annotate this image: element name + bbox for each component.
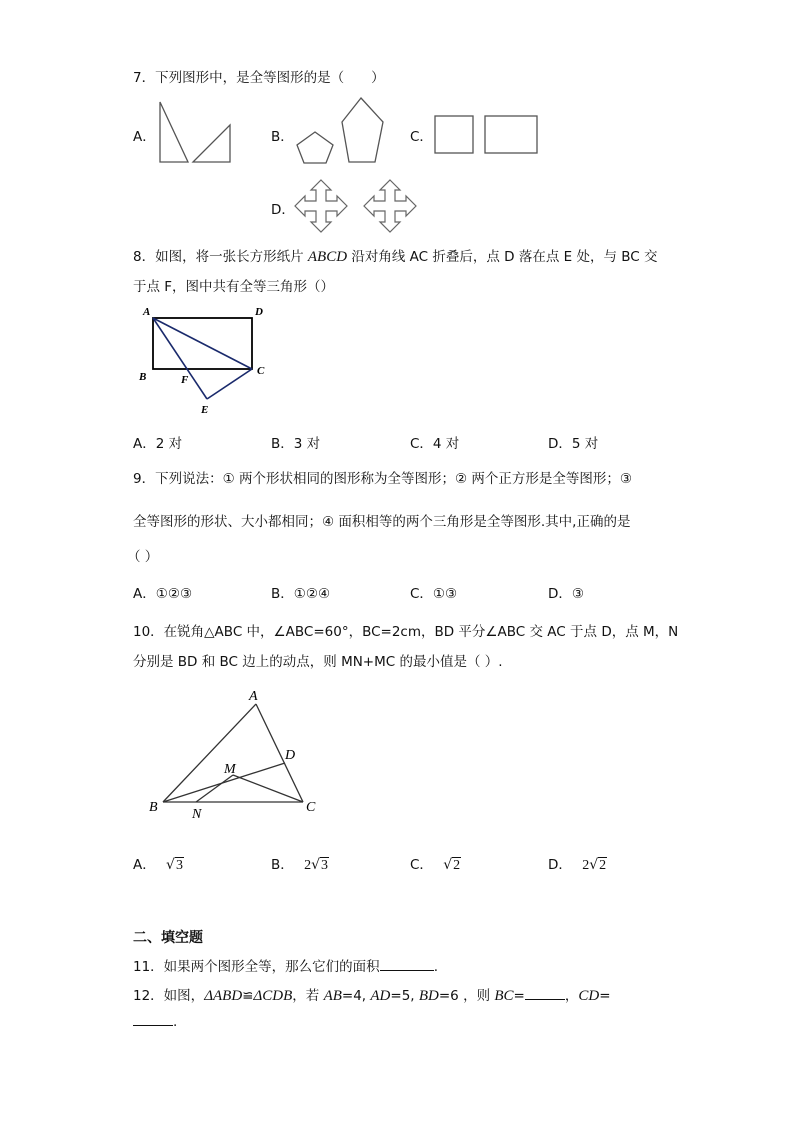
q7-option-d-label: D． bbox=[271, 202, 295, 218]
q10-option-a-radicand: 3 bbox=[175, 858, 183, 873]
q10-option-c-prefix: C． bbox=[410, 857, 433, 873]
q10-label-m: M bbox=[224, 762, 236, 777]
q8-label-d: D bbox=[255, 306, 263, 318]
q10-stem-line2: 分别是 BD 和 BC 边上的动点，则 MN+MC 的最小值是（ ）. bbox=[133, 654, 503, 670]
q10-label-a: A bbox=[249, 689, 258, 704]
q10-option-b-prefix: B． bbox=[271, 857, 294, 873]
q10-option-a-prefix: A． bbox=[133, 857, 156, 873]
q10-option-c: C． √2 bbox=[410, 857, 461, 873]
q7-option-d-figure bbox=[295, 178, 420, 234]
q12-ab: AB bbox=[323, 988, 342, 1004]
q8-stem-abcd: ABCD bbox=[307, 249, 348, 265]
q12-triangle-cdb: ΔCDB bbox=[253, 988, 293, 1004]
q12-text-pre: 12．如图， bbox=[133, 988, 205, 1004]
q12-ad: AD bbox=[370, 988, 391, 1004]
q10-option-b: B． 2√3 bbox=[271, 857, 328, 873]
q7-option-c-figure bbox=[434, 114, 540, 156]
q10-option-a-sqrt: √3 bbox=[166, 857, 183, 873]
q12-stem-line2 bbox=[133, 1014, 177, 1030]
q8-stem-text-a: 8．如图，将一张长方形纸片 bbox=[133, 249, 308, 265]
q10-label-n: N bbox=[192, 807, 202, 822]
q8-label-f: F bbox=[181, 374, 189, 386]
q12-cd-answer-blank[interactable] bbox=[133, 1025, 173, 1026]
q7-stem: 7．下列图形中，是全等图形的是（ ） bbox=[133, 70, 385, 86]
q7-option-b-figure bbox=[295, 96, 390, 166]
q8-label-a: A bbox=[143, 306, 151, 318]
q8-stem-text-b: 沿对角线 AC 折叠后，点 D 落在点 E 处，与 BC 交 bbox=[347, 249, 658, 265]
q10-option-d: D． 2√2 bbox=[548, 857, 607, 873]
q12-eq-2: = bbox=[599, 988, 611, 1004]
q10-option-c-radicand: 2 bbox=[453, 858, 461, 873]
q10-option-d-radicand: 2 bbox=[599, 858, 607, 873]
q10-option-d-coef: 2 bbox=[582, 858, 590, 873]
q12-period: . bbox=[173, 1014, 178, 1030]
q9-stem-line1: 9．下列说法：① 两个形状相同的图形称为全等图形；② 两个正方形是全等图形；③ bbox=[133, 471, 632, 487]
section-title-fill-in: 二、填空题 bbox=[133, 930, 203, 946]
q9-option-d: D．③ bbox=[548, 586, 584, 602]
q8-option-c: C．4 对 bbox=[410, 436, 460, 452]
q12-congruent-symbol: ≌ bbox=[242, 988, 254, 1004]
q12-bc-answer-blank[interactable] bbox=[525, 999, 565, 1000]
q10-stem-line1: 10．在锐角△ABC 中，∠ABC=60°，BC=2cm，BD 平分∠ABC 交 AC 于点 D，点 M，N bbox=[133, 624, 679, 640]
q8-label-b: B bbox=[139, 371, 147, 383]
q7-option-a-figure bbox=[155, 100, 235, 165]
q10-option-d-prefix: D． bbox=[548, 857, 572, 873]
q12-triangle-abd: ΔABD bbox=[204, 988, 243, 1004]
q10-option-b-radicand: 3 bbox=[320, 858, 328, 873]
q9-option-c: C．①③ bbox=[410, 586, 458, 602]
q12-stem-line1 bbox=[133, 984, 611, 1005]
q12-text-if: ，若 bbox=[292, 988, 324, 1004]
q10-option-b-coef: 2 bbox=[304, 858, 312, 873]
q12-bd-value: =6 ，则 bbox=[438, 988, 495, 1004]
q9-stem-line2: 全等图形的形状、大小都相同；④ 面积相等的两个三角形是全等图形.其中,正确的是 bbox=[133, 514, 631, 530]
q12-comma: ， bbox=[564, 988, 579, 1004]
q8-label-e: E bbox=[201, 404, 209, 416]
q7-option-a-label: A． bbox=[133, 129, 156, 145]
q10-figure bbox=[145, 685, 325, 825]
q8-option-b: B．3 对 bbox=[271, 436, 321, 452]
q10-label-d: D bbox=[285, 748, 296, 763]
q8-figure bbox=[135, 300, 275, 420]
q12-eq-1: = bbox=[513, 988, 525, 1004]
q12-ab-value: =4, bbox=[341, 988, 371, 1004]
q11-text: 11．如果两个图形全等，那么它们的面积 bbox=[133, 959, 380, 975]
q9-option-a: A．①②③ bbox=[133, 586, 193, 602]
q12-bc: BC bbox=[494, 988, 514, 1004]
q7-option-b-label: B． bbox=[271, 129, 294, 145]
q11-stem bbox=[133, 955, 438, 975]
q11-period: . bbox=[433, 959, 438, 975]
q8-stem-line1 bbox=[133, 245, 657, 266]
q10-option-a bbox=[133, 853, 184, 874]
q12-cd: CD bbox=[578, 988, 600, 1004]
q10-label-c: C bbox=[306, 800, 316, 815]
q11-answer-blank[interactable] bbox=[380, 970, 434, 971]
q8-stem-line2: 于点 F，图中共有全等三角形（） bbox=[133, 279, 335, 295]
q8-option-d: D．5 对 bbox=[548, 436, 599, 452]
q9-option-b: B．①②④ bbox=[271, 586, 331, 602]
q12-ad-value: =5, bbox=[390, 988, 419, 1004]
q8-label-c: C bbox=[257, 365, 265, 377]
q10-label-b: B bbox=[149, 800, 158, 815]
q8-option-a: A．2 对 bbox=[133, 436, 183, 452]
q12-bd: BD bbox=[418, 988, 439, 1004]
q9-stem-line3: （ ） bbox=[127, 549, 159, 565]
q7-option-c-label: C． bbox=[410, 129, 433, 145]
